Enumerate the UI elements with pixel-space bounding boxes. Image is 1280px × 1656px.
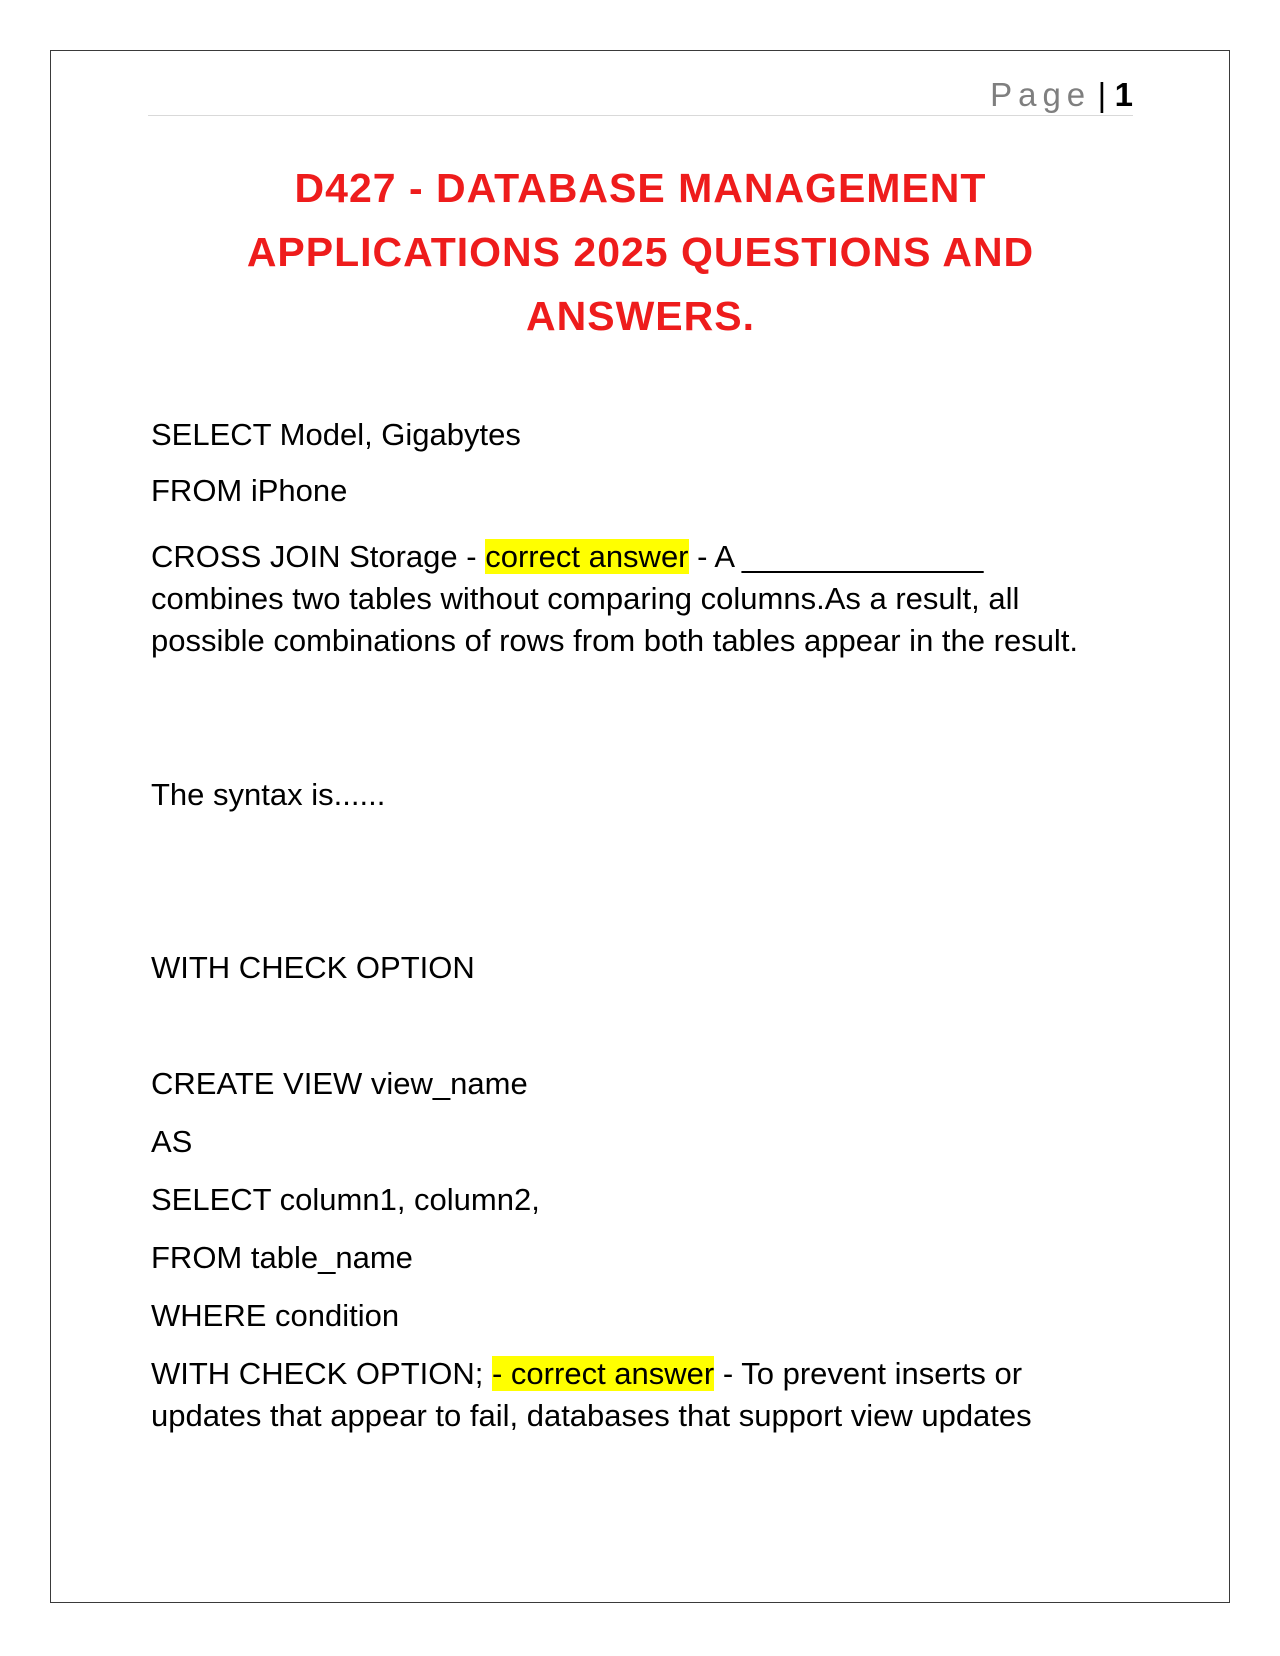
q1-answer-paragraph (151, 536, 1111, 662)
q2-correct-answer-highlight: - correct answer (492, 1356, 715, 1391)
q2-answer-paragraph (151, 1353, 1111, 1437)
q1-sql-line-1: SELECT Model, Gigabytes (151, 417, 521, 452)
page-header (148, 76, 1133, 116)
page-label: Page (990, 76, 1092, 113)
page-number: 1 (1114, 76, 1133, 113)
q2-sql-line-1: CREATE VIEW view_name (151, 1066, 528, 1101)
q2-sql-line-5: WHERE condition (151, 1298, 400, 1333)
q1-correct-answer-highlight: correct answer (485, 539, 689, 574)
q2-title: WITH CHECK OPTION (151, 950, 475, 985)
title-line-1: D427 - DATABASE MANAGEMENT (294, 165, 987, 211)
syntax-label: The syntax is...... (151, 777, 386, 812)
page-separator: | (1097, 76, 1107, 113)
q2-sql-line-6: WITH CHECK OPTION; (151, 1356, 492, 1391)
q2-sql-line-2: AS (151, 1124, 193, 1159)
title-line-3: ANSWERS. (526, 293, 755, 339)
q1-answer-text: - A ______________ combines two tables without comparing columns.As a result, all possible combinations of rows from both tables appear in the result. (151, 539, 1079, 658)
q2-sql-line-3: SELECT column1, column2, (151, 1182, 540, 1217)
document-title (148, 156, 1133, 348)
q2-answer-text: - To prevent inserts or updates that appear to fail, databases that support view updates (151, 1356, 1032, 1433)
q1-sql-line-2: FROM iPhone (151, 473, 348, 508)
q1-sql-line-3: CROSS JOIN Storage - (151, 539, 486, 574)
q2-sql-line-4: FROM table_name (151, 1240, 413, 1275)
title-line-2: APPLICATIONS 2025 QUESTIONS AND (246, 229, 1035, 275)
